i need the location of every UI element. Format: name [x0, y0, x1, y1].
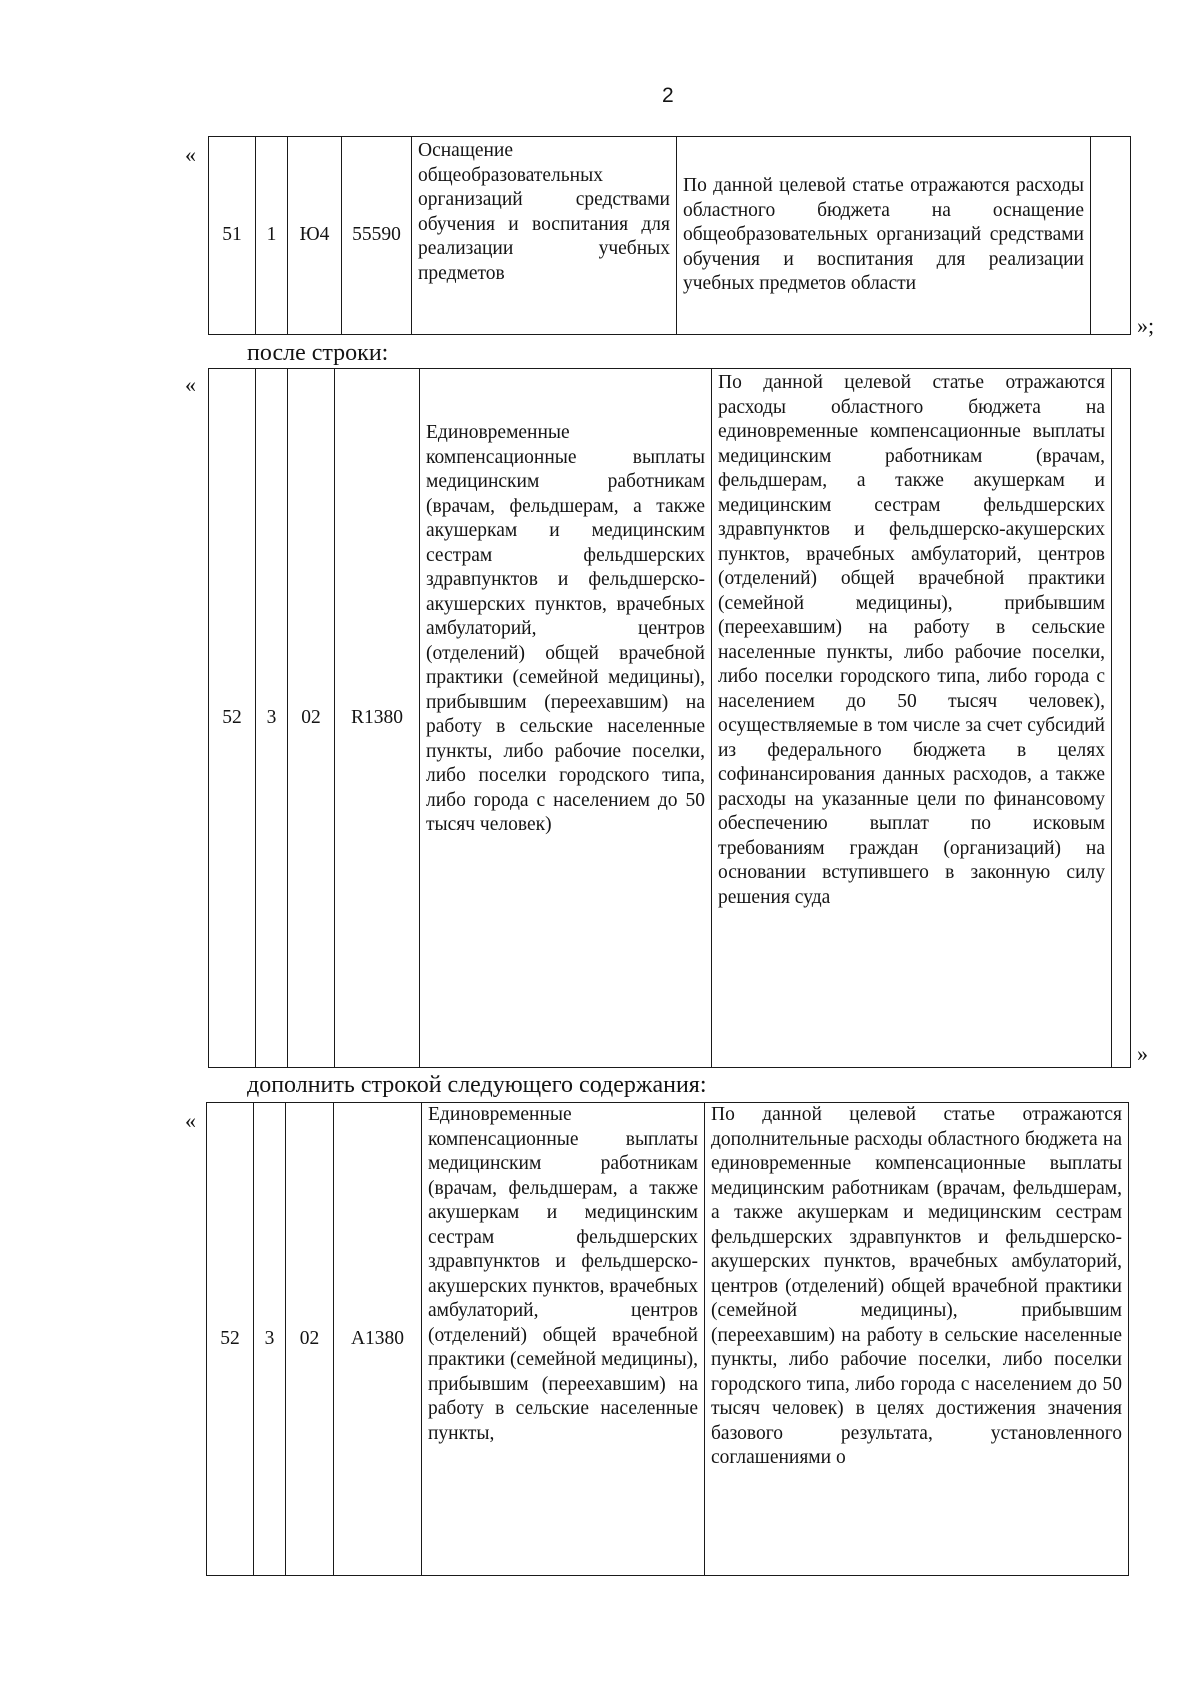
program-code: Ю4	[288, 137, 342, 335]
page-number: 2	[662, 84, 674, 107]
closing-quote: »	[1137, 1041, 1148, 1066]
subsection-code: 1	[256, 137, 288, 335]
target-item-description	[705, 1103, 1129, 1576]
target-item-name	[422, 1103, 705, 1576]
target-item-name	[412, 137, 677, 335]
target-item-name-text: Единовременные компенсационные выплаты медицинским работникам (врачам, фельдшерам, а также акушеркам и медицинским сестрам фельдшерских здравпунктов и фельдшерско-акушерских пунктов, врачебных амбулаторий, центров (отделений) общей врачебной практики (семейной медицины), прибывшим (переехавшим) на работу в сельские населенные пункты, либо рабочие поселки, либо поселки городского типа, либо города с населением до 50 тысяч человек)	[426, 422, 705, 835]
target-item-description-text: По данной целевой статье отражаются дополнительные расходы областного бюджета на единовременные компенсационные выплаты медицинским работникам (врачам, фельдшерам, а также акушеркам и медицинским сестрам фельдшерских здравпунктов и фельдшерско-акушерских пунктов, врачебных амбулаторий, центров (отделений) общей врачебной практики (семейной медицины), прибывшим (переехавшим) на работу в сельские населенные пункты, либо рабочие поселки, либо поселки городского типа, либо города с населением до 50 тысяч человек) в целях достижения значения базового результата, установленного соглашениями о	[711, 1104, 1122, 1468]
target-item-description	[677, 137, 1091, 335]
section-code: 51	[209, 137, 256, 335]
table-row	[209, 369, 1131, 1068]
target-item-name-text: Единовременные компенсационные выплаты медицинским работникам (врачам, фельдшерам, а также акушеркам и медицинским сестрам фельдшерских здравпунктов и фельдшерско-акушерских пунктов, врачебных амбулаторий, центров (отделений) общей врачебной практики (семейной медицины), прибывшим (переехавшим) на работу в сельские населенные пункты,	[428, 1104, 698, 1444]
table-row	[209, 137, 1131, 335]
direction-code: А1380	[334, 1103, 422, 1576]
section-code: 52	[209, 369, 256, 1068]
section-code: 52	[207, 1103, 254, 1576]
target-item-name	[420, 369, 712, 1068]
closing-quote: »;	[1137, 313, 1155, 338]
target-item-description-text: По данной целевой статье отражаются расходы областного бюджета на единовременные компенсационные выплаты медицинским работникам (врачам, фельдшерам, а также акушеркам и медицинским сестрам фельдшерских здравпунктов и фельдшерско-акушерских пунктов, врачебных амбулаторий, центров (отделений) общей врачебной практики (семейной медицины), прибывшим (переехавшим) на работу в сельские населенные пункты, либо рабочие поселки, либо поселки городского типа, либо города с населением до 50 тысяч человек), осуществляемые в том числе за счет субсидий из федерального бюджета в целях софинансирования данных расходов, а также расходы на указанные цели по финансовому обеспечению выплат по исковым требованиям граждан (организаций) на основании вступившего в законную силу решения суда	[718, 372, 1105, 908]
program-code: 02	[288, 369, 335, 1068]
table-row	[207, 1103, 1129, 1576]
empty-cell	[1112, 369, 1131, 1068]
instruction-add-row: дополнить строкой следующего содержания:	[247, 1072, 707, 1098]
target-item-description	[712, 369, 1112, 1068]
target-item-description-text: По данной целевой статье отражаются расходы областного бюджета на оснащение общеобразовательных организаций средствами обучения и воспитания для реализации учебных предметов области	[683, 175, 1084, 295]
direction-code: R1380	[335, 369, 420, 1068]
program-code: 02	[286, 1103, 334, 1576]
budget-row-table	[206, 1102, 1129, 1576]
opening-quote: «	[185, 1108, 196, 1133]
direction-code: 55590	[342, 137, 412, 335]
budget-row-table	[208, 368, 1131, 1068]
opening-quote: «	[185, 372, 196, 397]
budget-row-table	[208, 136, 1131, 335]
empty-cell	[1091, 137, 1131, 335]
opening-quote: «	[185, 142, 196, 167]
instruction-after-row: после строки:	[247, 340, 389, 366]
subsection-code: 3	[254, 1103, 286, 1576]
subsection-code: 3	[256, 369, 288, 1068]
target-item-name-text: Оснащение общеобразовательных организаций средствами обучения и воспитания для реализации учебных предметов	[418, 140, 670, 284]
